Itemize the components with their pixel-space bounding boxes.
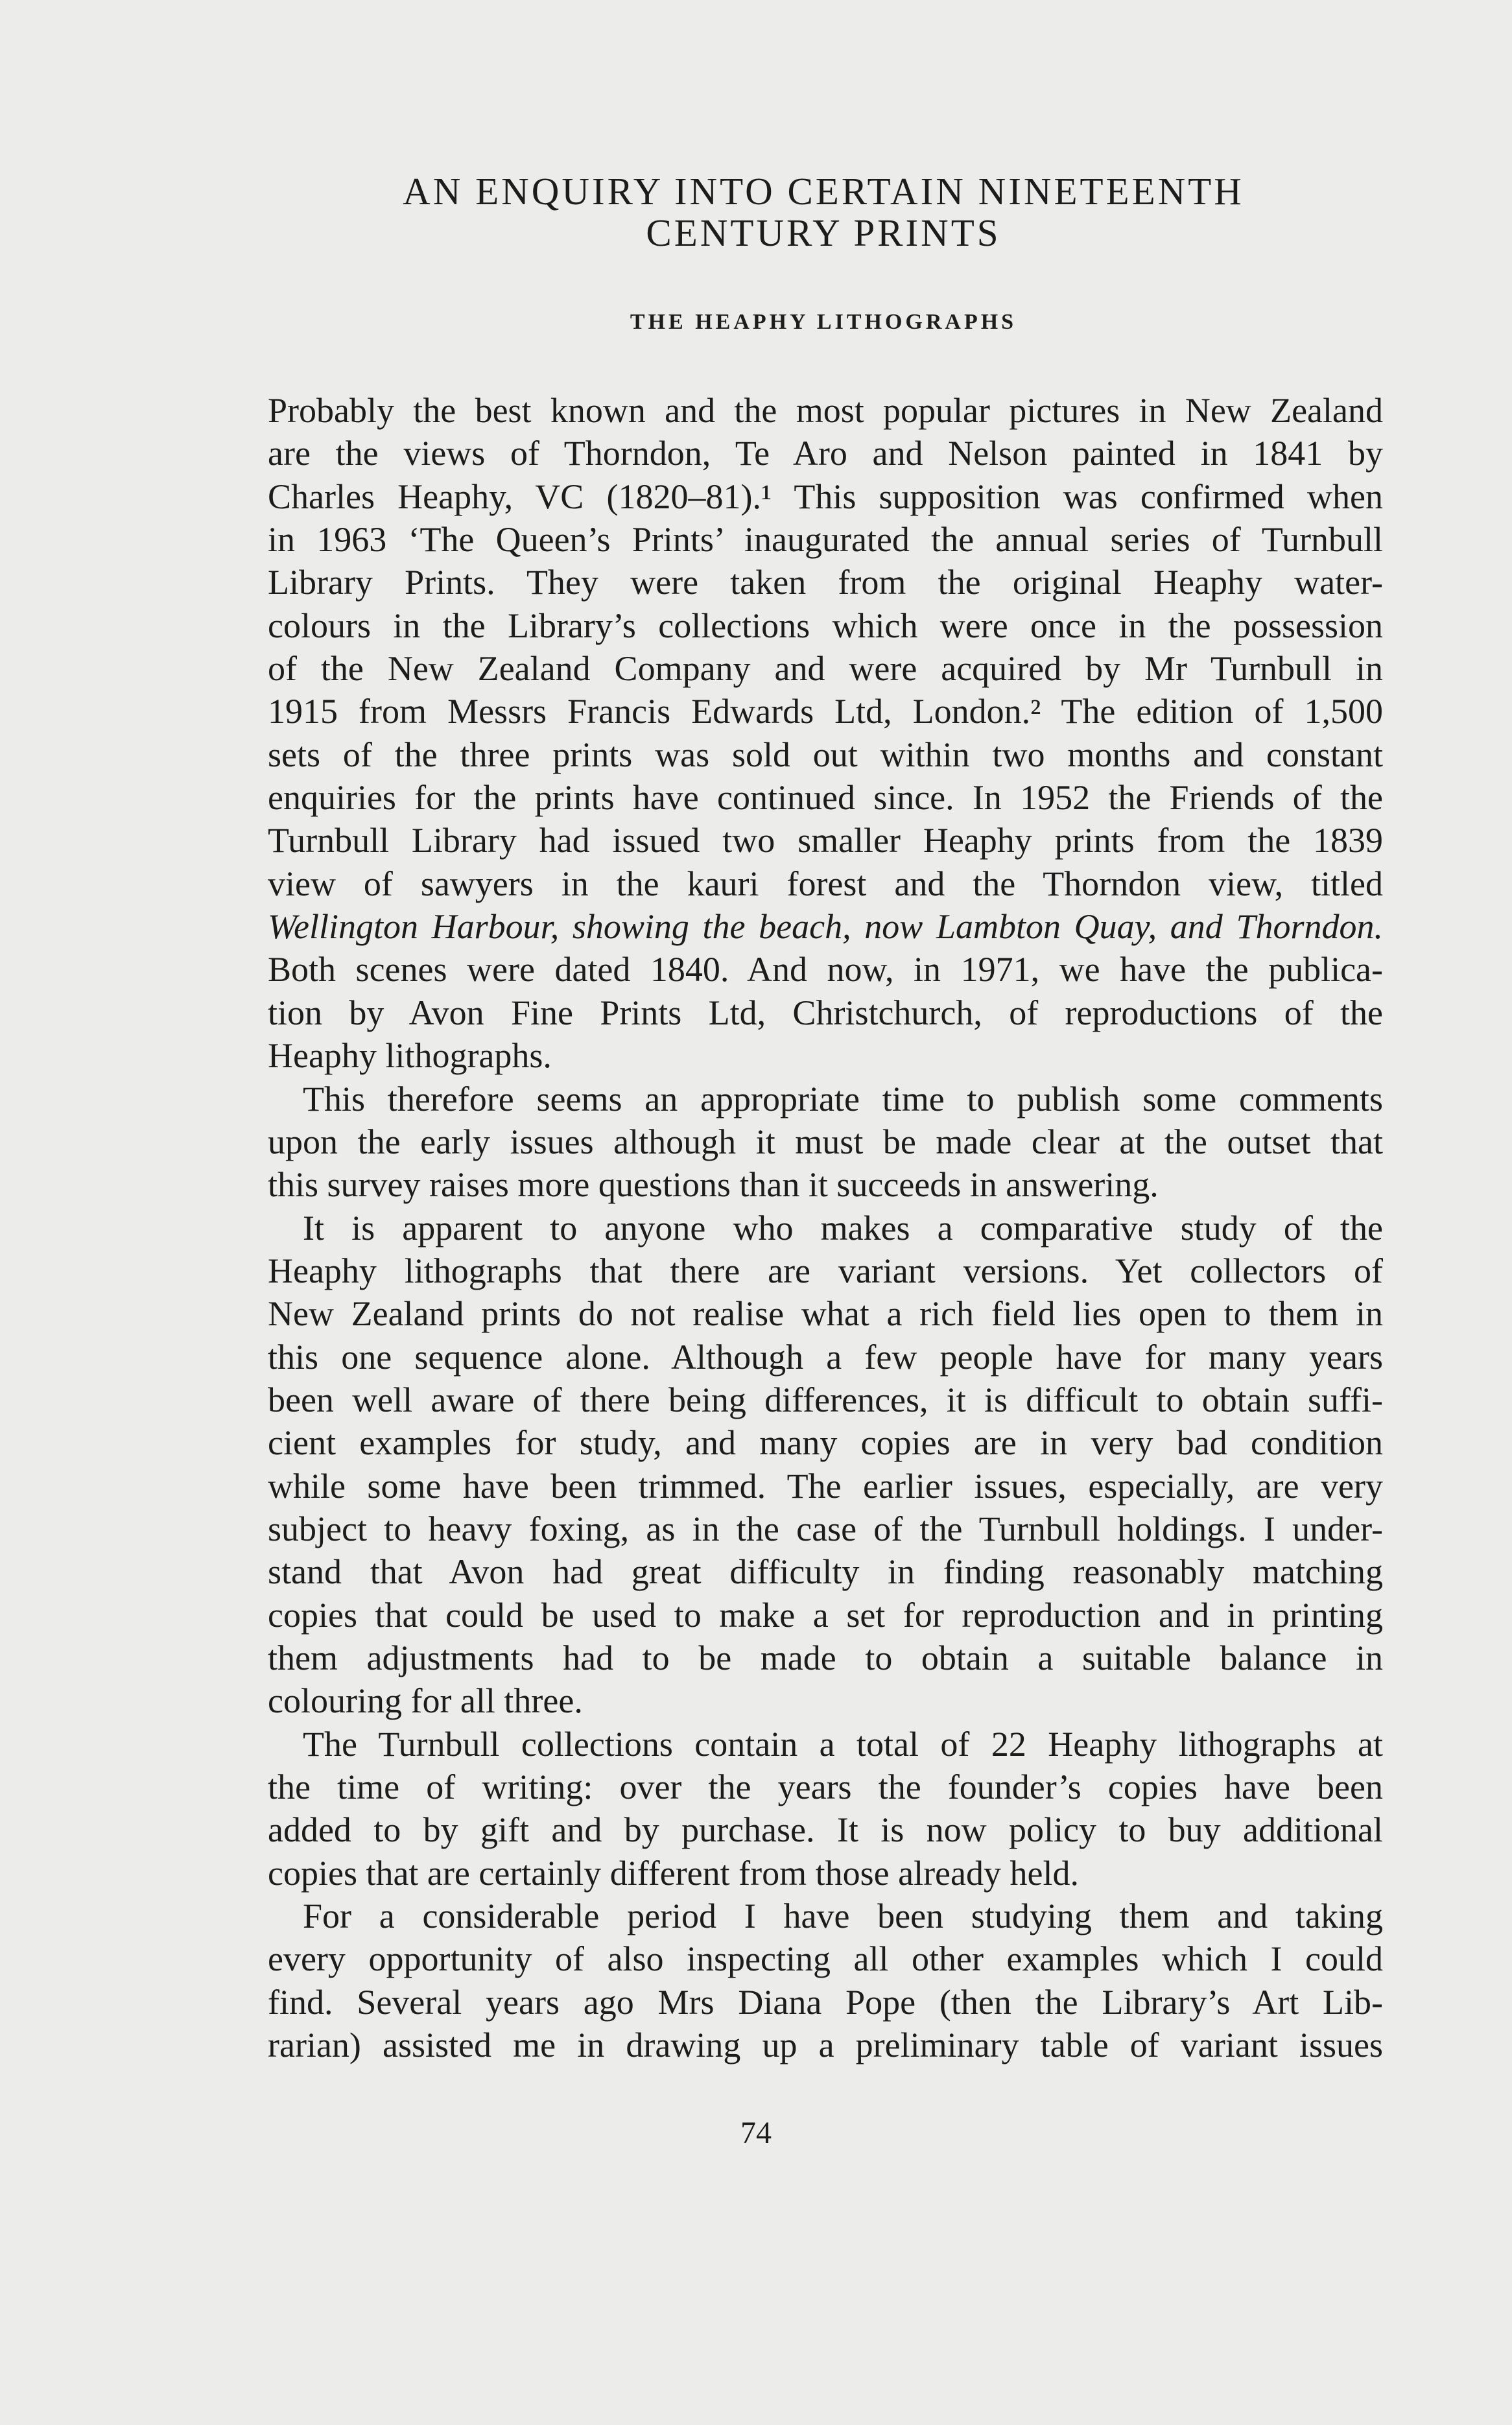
text-line: of the New Zealand Company and were acquired by Mr Turnbull in: [268, 649, 1383, 689]
text-line: copies that are certainly different from those already held.: [268, 1853, 1079, 1893]
paragraph-start-line: It is apparent to anyone who makes a comparative study of the: [303, 1208, 1383, 1248]
italic-title-line: [268, 905, 1383, 948]
italic-print-title: Wellington Harbour, showing the beach, now Lambton Quay, and Thorndon.: [268, 907, 1383, 947]
text-line: 1915 from Messrs Francis Edwards Ltd, London.² The edition of 1,500: [268, 692, 1383, 731]
paragraph-start-line: For a considerable period I have been studying them and taking: [303, 1897, 1383, 1936]
text-line: are the views of Thorndon, Te Aro and Nelson painted in 1841 by: [268, 434, 1383, 473]
text-line: enquiries for the prints have continued since. In 1952 the Friends of the: [268, 778, 1383, 818]
text-line: subject to heavy foxing, as in the case of the Turnbull holdings. I under-: [268, 1509, 1383, 1548]
text-line: stand that Avon had great difficulty in finding reasonably matching: [268, 1552, 1383, 1592]
text-line: tion by Avon Fine Prints Ltd, Christchurch, of reproductions of the: [268, 993, 1383, 1032]
text-line: Heaphy lithographs.: [268, 1036, 552, 1076]
text-line: upon the early issues although it must be made clear at the outset that: [268, 1122, 1383, 1161]
text-line: added to by gift and by purchase. It is now policy to buy additional: [268, 1810, 1383, 1850]
text-line: Both scenes were dated 1840. And now, in 1971, we have the publica-: [268, 950, 1383, 989]
text-line: colours in the Library’s collections which were once in the possession: [268, 606, 1383, 645]
text-line: view of sawyers in the kauri forest and the Thorndon view, titled: [268, 864, 1383, 903]
text-line: Turnbull Library had issued two smaller Heaphy prints from the 1839: [268, 821, 1383, 860]
text-line: colouring for all three.: [268, 1681, 583, 1721]
text-line: cient examples for study, and many copies are in very bad condition: [268, 1423, 1383, 1463]
text-line: copies that could be used to make a set for reproduction and in printing: [268, 1595, 1383, 1635]
text-line: sets of the three prints was sold out within two months and constant: [268, 735, 1383, 774]
text-line: this one sequence alone. Although a few people have for many years: [268, 1337, 1383, 1377]
text-line: while some have been trimmed. The earlier issues, especially, are very: [268, 1466, 1383, 1506]
article-title-line-1: AN ENQUIRY INTO CERTAIN NINETEENTH: [403, 170, 1244, 213]
page-number: 74: [740, 2116, 772, 2150]
article-body: [268, 389, 1383, 2066]
text-line: in 1963 ‘The Queen’s Prints’ inaugurated the annual series of Turnbull: [268, 520, 1383, 560]
text-line: Heaphy lithographs that there are variant versions. Yet collectors of: [268, 1251, 1383, 1290]
text-line: been well aware of there being differences, it is difficult to obtain suffi-: [268, 1380, 1383, 1419]
text-line: New Zealand prints do not realise what a rich field lies open to them in: [268, 1294, 1383, 1334]
article-title-line-2: CENTURY PRINTS: [646, 211, 1001, 254]
text-line: Library Prints. They were taken from the original Heaphy water-: [268, 563, 1383, 602]
article-subtitle: THE HEAPHY LITHOGRAPHS: [630, 310, 1017, 334]
text-line: find. Several years ago Mrs Diana Pope (then the Library’s Art Lib-: [268, 1982, 1383, 2022]
text-line: rarian) assisted me in drawing up a preliminary table of variant issues: [268, 2026, 1383, 2065]
text-line: the time of writing: over the years the founder’s copies have been: [268, 1768, 1383, 1806]
text-line: every opportunity of also inspecting all other examples which I could: [268, 1939, 1383, 1979]
paragraph-start-line: The Turnbull collections contain a total of 22 Heaphy lithographs at: [303, 1724, 1383, 1764]
text-line: Charles Heaphy, VC (1820–81).¹ This supposition was confirmed when: [268, 477, 1383, 516]
text-line: this survey raises more questions than it succeeds in answering.: [268, 1165, 1159, 1205]
paragraph-start-line: This therefore seems an appropriate time to publish some comments: [303, 1079, 1383, 1118]
text-line: Probably the best known and the most popular pictures in New Zealand: [268, 391, 1383, 430]
text-line: them adjustments had to be made to obtain a suitable balance in: [268, 1638, 1383, 1677]
